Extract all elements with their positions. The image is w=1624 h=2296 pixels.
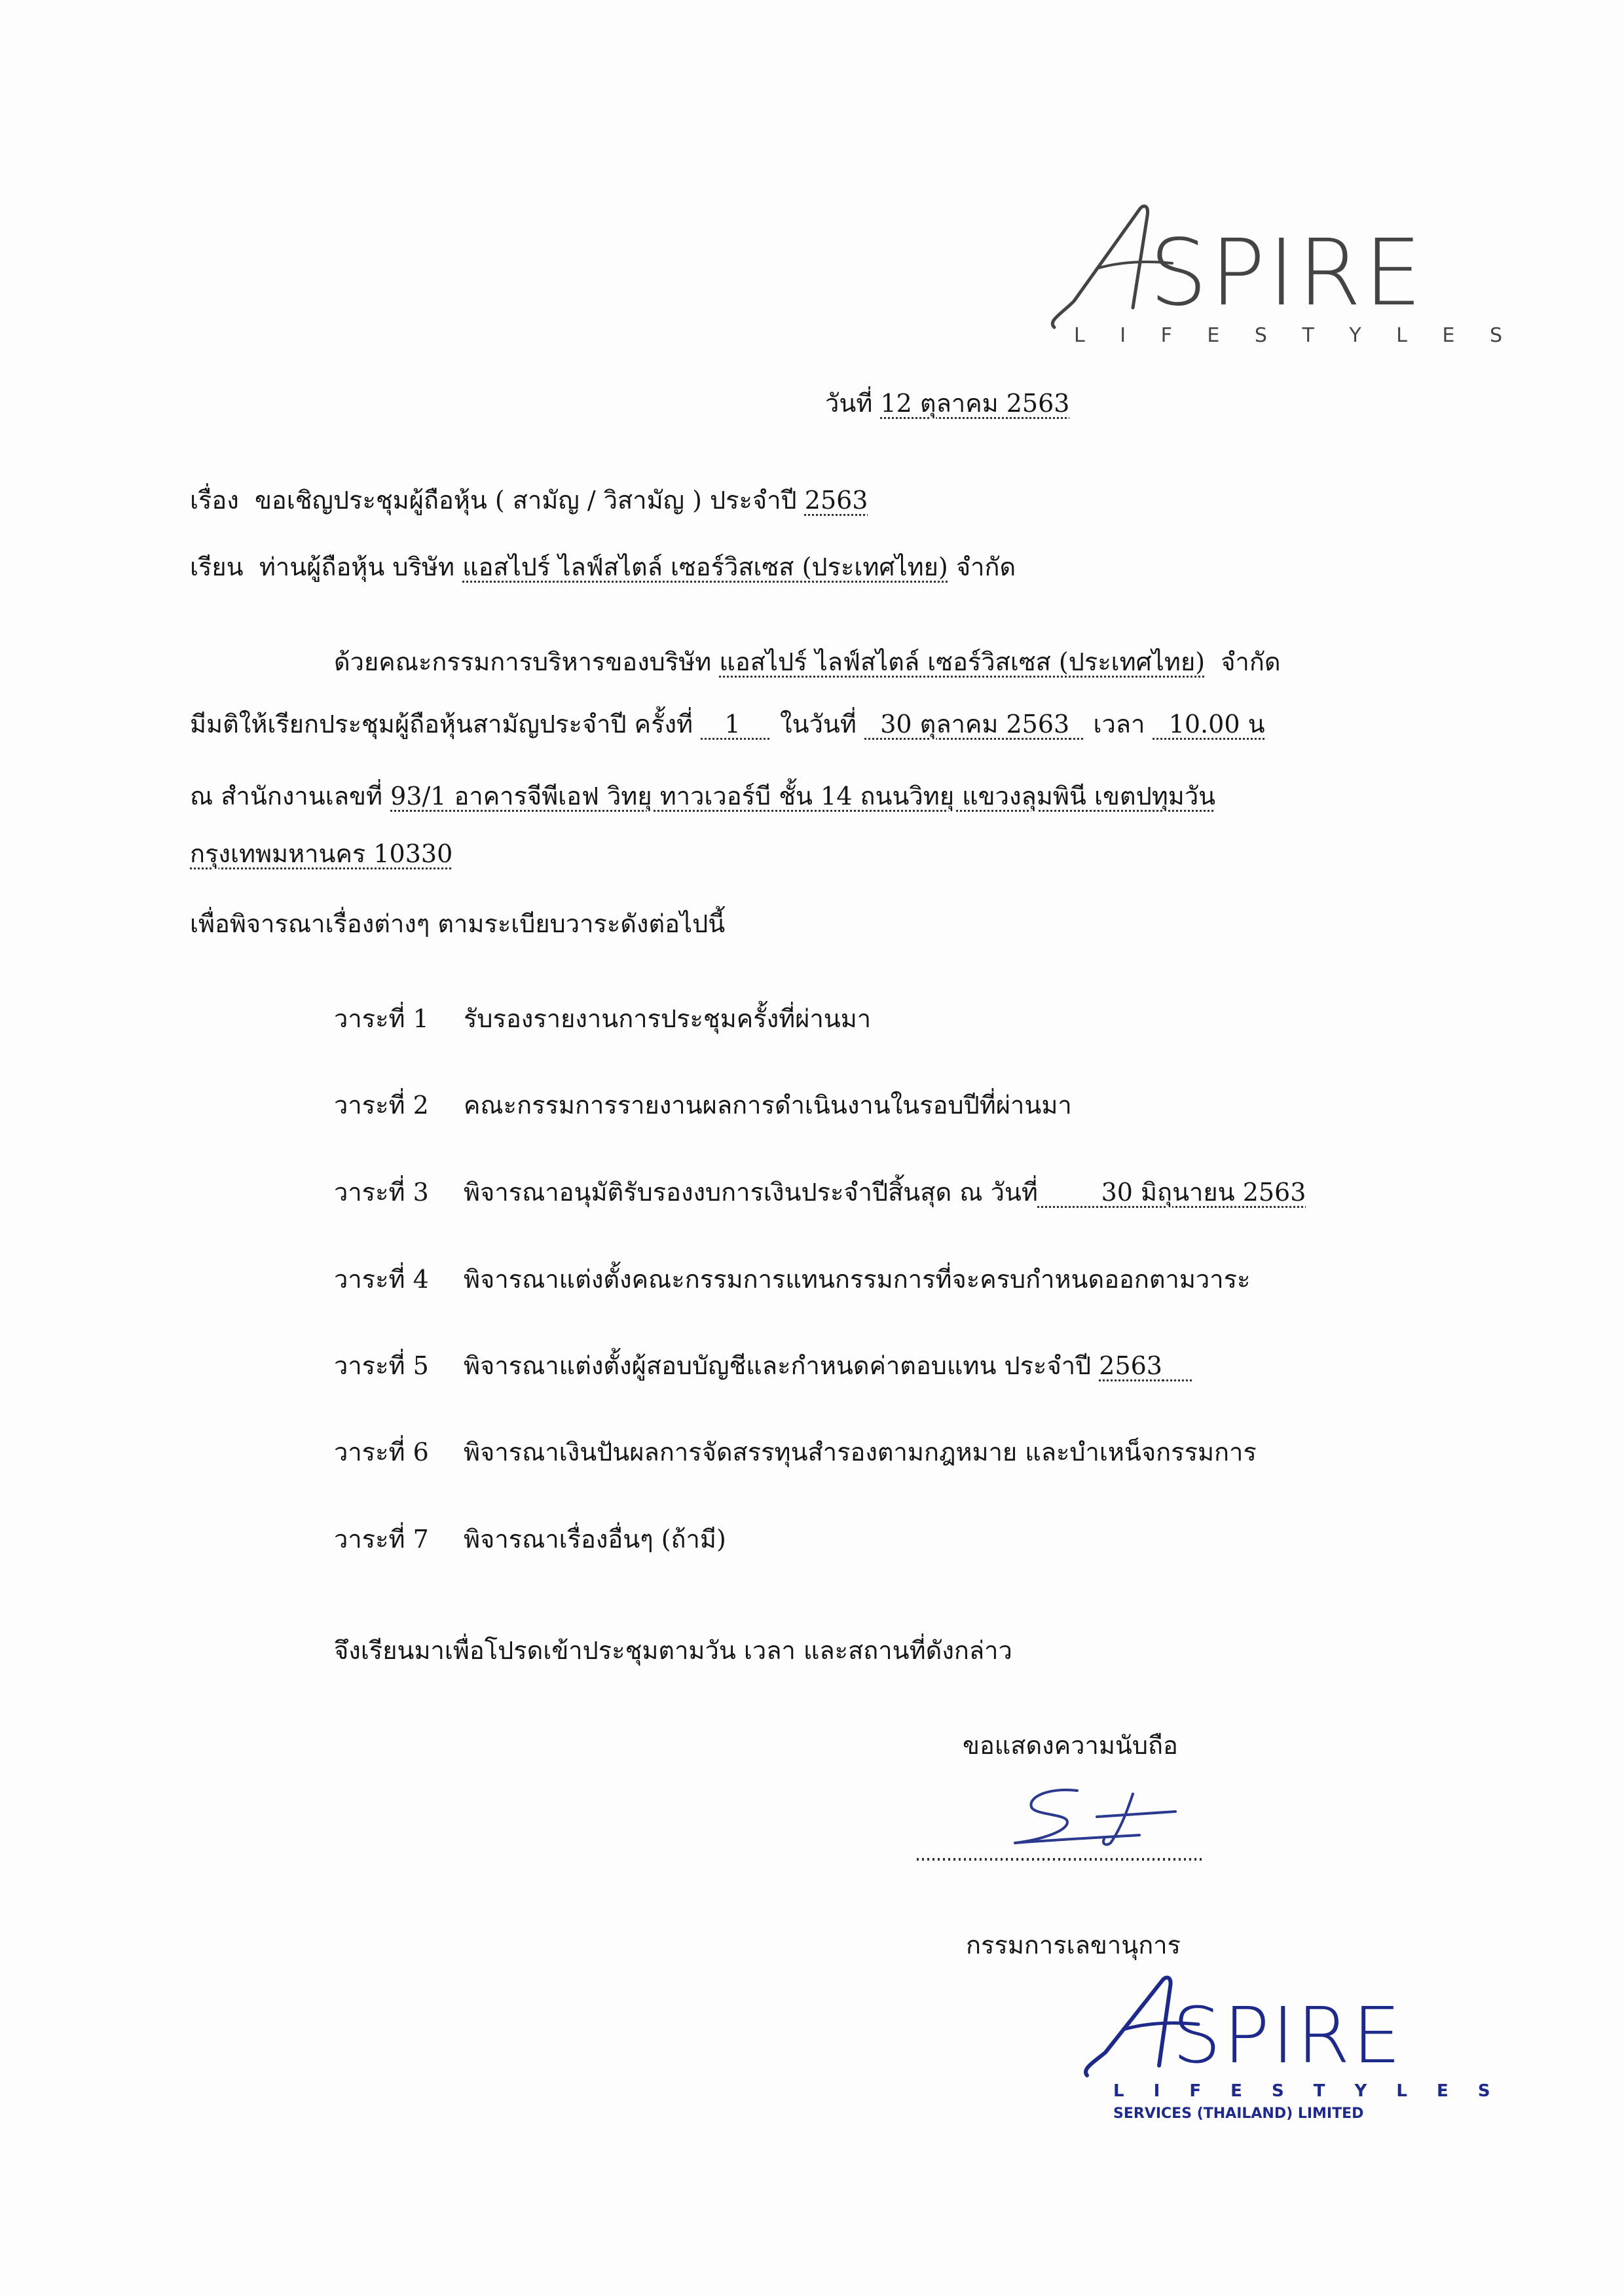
logo-subtitle: L I F E S T Y L E S xyxy=(1074,324,1517,347)
recipient-line xyxy=(190,550,1016,584)
agenda-item-1 xyxy=(334,1002,871,1036)
body-line-1 xyxy=(334,645,1281,679)
signer-title: กรรมการเลขานุการ xyxy=(966,1931,1181,1959)
body-l1-prefix: ด้วยคณะกรรมการบริหารของบริษัท xyxy=(334,647,712,676)
agenda-no: วาระที่ 4 xyxy=(334,1265,429,1294)
agenda-no: วาระที่ 1 xyxy=(334,1004,429,1033)
subject-text: ขอเชิญประชุมผู้ถือหุ้น ( สามัญ / วิสามัญ ) ประจำปี xyxy=(254,486,797,515)
date-line xyxy=(825,386,1069,420)
recipient-company: แอสไปร์ ไลฟ์สไตล์ เซอร์วิสเซส (ประเทศไทย) xyxy=(462,553,948,581)
body-l3-a: ณ สำนักงานเลขที่ xyxy=(190,782,383,811)
logo-word: SPIRE xyxy=(1149,220,1425,327)
agenda-text: พิจารณาเงินปันผลการจัดสรรทุนสำรองตามกฎหมาย และบำเหน็จกรรมการ xyxy=(464,1438,1257,1467)
agenda-fill: 30 มิถุนายน 2563 xyxy=(1101,1178,1306,1207)
body-l2-a: มีมติให้เรียกประชุมผู้ถือหุ้นสามัญประจำปี ครั้งที่ xyxy=(190,710,693,738)
logo-graphic xyxy=(1035,190,1517,347)
signature-graphic xyxy=(917,1777,1205,1863)
subject-label: เรื่อง xyxy=(190,486,239,515)
subject-year: 2563 xyxy=(804,486,868,515)
body-l1-suffix: จำกัด xyxy=(1221,647,1281,676)
agenda-item-2 xyxy=(334,1088,1072,1122)
agenda-text: พิจารณาแต่งตั้งผู้สอบบัญชีและกำหนดค่าตอบแทน ประจำปี xyxy=(464,1351,1092,1380)
stamp-graphic xyxy=(1074,1958,1502,2141)
meeting-address-city: กรุงเทพมหานคร 10330 xyxy=(190,839,453,868)
recipient-suffix: จำกัด xyxy=(955,553,1016,581)
meeting-date: 30 ตุลาคม 2563 xyxy=(880,710,1070,738)
agenda-fill: 2563 xyxy=(1099,1351,1162,1380)
meeting-time: 10.00 น xyxy=(1168,710,1265,738)
agenda-text: คณะกรรมการรายงานผลการดำเนินงานในรอบปีที่ผ่านมา xyxy=(464,1091,1072,1120)
signature xyxy=(917,1777,1205,1863)
agenda-item-6 xyxy=(334,1435,1257,1469)
body-line-4 xyxy=(190,837,452,871)
agenda-item-5 xyxy=(334,1349,1194,1383)
company-logo xyxy=(1035,190,1517,347)
date-value: 12 ตุลาคม 2563 xyxy=(880,389,1070,418)
body-l2-b: ในวันที่ xyxy=(780,710,857,738)
meeting-number: 1 xyxy=(724,710,741,738)
agenda-text: รับรองรายงานการประชุมครั้งที่ผ่านมา xyxy=(464,1004,872,1033)
body-line-2 xyxy=(190,707,1265,741)
meeting-address: 93/1 อาคารจีพีเอฟ วิทยุ ทาวเวอร์บี ชั้น 14 ถนนวิทยุ แขวงลุมพินี เขตปทุมวัน xyxy=(390,782,1216,811)
agenda-no: วาระที่ 5 xyxy=(334,1351,429,1380)
agenda-text: พิจารณาแต่งตั้งคณะกรรมการแทนกรรมการที่จะครบกำหนดออกตามวาระ xyxy=(464,1265,1251,1294)
body-line-5 xyxy=(190,907,725,941)
recipient-label: เรียน xyxy=(190,553,244,581)
agenda-text: พิจารณาอนุมัติรับรองงบการเงินประจำปีสิ้นสุด ณ วันที่ xyxy=(464,1178,1038,1207)
agenda-item-4 xyxy=(334,1262,1250,1296)
agenda-no: วาระที่ 2 xyxy=(334,1091,429,1120)
stamp-company: SERVICES (THAILAND) LIMITED xyxy=(1113,2105,1364,2122)
regards-text: ขอแสดงความนับถือ xyxy=(963,1731,1178,1760)
agenda-item-7 xyxy=(334,1522,726,1556)
body-l5: เพื่อพิจารณาเรื่องต่างๆ ตามระเบียบวาระดังต่อไปนี้ xyxy=(190,909,726,938)
agenda-no: วาระที่ 3 xyxy=(334,1178,429,1207)
company-stamp xyxy=(1074,1958,1502,2141)
body-line-3 xyxy=(190,779,1215,813)
agenda-text: พิจารณาเรื่องอื่นๆ (ถ้ามี) xyxy=(464,1525,726,1554)
stamp-word: SPIRE xyxy=(1172,1990,1403,2081)
closing-text: จึงเรียนมาเพื่อโปรดเข้าประชุมตามวัน เวลา และสถานที่ดังกล่าว xyxy=(334,1636,1012,1665)
body-l2-c: เวลา xyxy=(1093,710,1145,738)
body-l1-company: แอสไปร์ ไลฟ์สไตล์ เซอร์วิสเซส (ประเทศไทย) xyxy=(719,647,1206,676)
recipient-prefix: ท่านผู้ถือหุ้น บริษัท xyxy=(259,553,455,581)
agenda-item-3 xyxy=(334,1175,1306,1209)
date-label: วันที่ xyxy=(825,389,873,418)
agenda-no: วาระที่ 6 xyxy=(334,1438,429,1467)
agenda-no: วาระที่ 7 xyxy=(334,1525,429,1554)
stamp-subtitle: L I F E S T Y L E S xyxy=(1113,2081,1502,2101)
subject-line xyxy=(190,483,868,517)
